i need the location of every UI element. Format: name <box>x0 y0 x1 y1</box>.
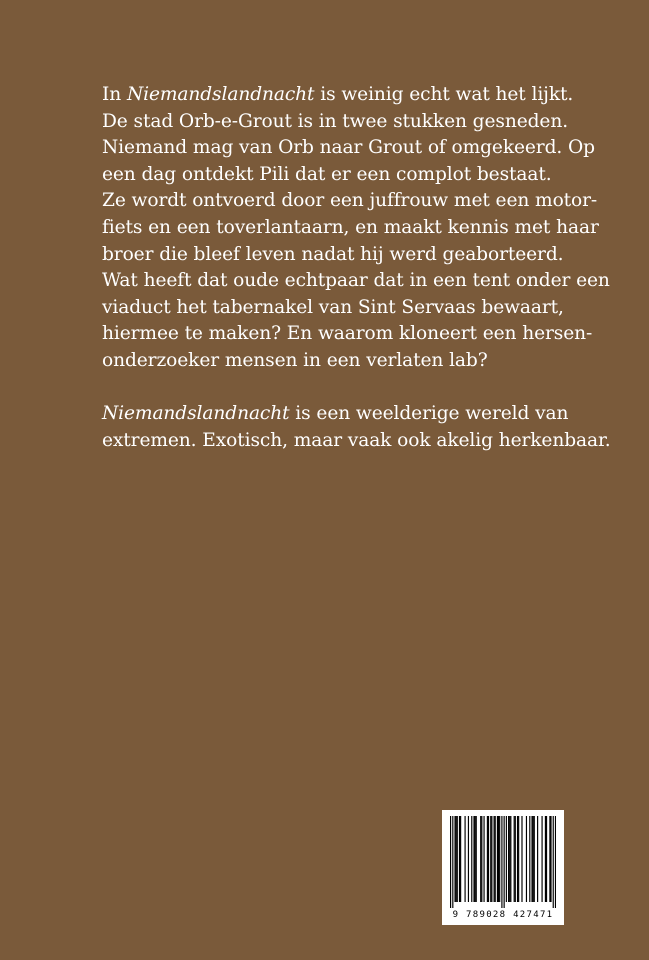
blurb-line: een dag ontdekt Pili dat er een complot bestaat. <box>102 163 552 185</box>
barcode-bar <box>533 816 534 902</box>
barcode-bar <box>475 816 476 902</box>
barcode-bar <box>553 816 554 908</box>
blurb-line: viaduct het tabernakel van Sint Servaas bewaart, <box>102 296 564 318</box>
blurb-line: Ze wordt ontvoerd door een juffrouw met een motor- <box>102 190 598 212</box>
blurb-paragraph-2 <box>102 401 611 454</box>
barcode-bar <box>494 816 495 902</box>
blurb-line: fiets en een toverlantaarn, en maakt kennis met haar <box>102 216 599 238</box>
barcode-bar <box>468 816 469 902</box>
blurb-line: extremen. Exotisch, maar vaak ook akelig herkenbaar. <box>102 429 611 451</box>
blurb-line: onderzoeker mensen in een verlaten lab? <box>102 349 488 371</box>
barcode-bar <box>537 816 538 902</box>
blurb-line: In Niemandslandnacht is weinig echt wat het lijkt. <box>102 84 574 105</box>
barcode-bar <box>501 816 502 908</box>
barcode-bar <box>504 816 505 908</box>
barcode-bar <box>487 816 488 902</box>
barcode-bars-icon <box>450 816 556 908</box>
barcode-bar <box>526 816 527 902</box>
barcode-bar <box>480 816 481 902</box>
barcode-bar <box>518 816 519 902</box>
blurb-line: broer die bleef leven nadat hij werd geaborteerd. <box>102 243 564 265</box>
book-title-italic: Niemandslandnacht <box>102 403 290 425</box>
blurb-line: Niemandslandnacht is een weelderige wereld van <box>102 403 569 425</box>
barcode-bar <box>498 816 499 902</box>
barcode-bar <box>460 816 461 902</box>
blurb-line: Niemand mag van Orb naar Grout of omgekeerd. Op <box>102 137 595 159</box>
barcode-bar <box>456 816 457 902</box>
barcode-bar <box>517 816 518 902</box>
barcode-bar <box>459 816 460 902</box>
blurb-line: Wat heeft dat oude echtpaar dat in een tent onder een <box>102 270 610 292</box>
barcode-bar <box>488 816 489 902</box>
barcode-bar <box>509 816 510 902</box>
barcode-bar <box>450 816 451 908</box>
barcode-bar <box>483 816 484 902</box>
barcode-bar <box>529 816 530 902</box>
barcode-bar <box>495 816 496 902</box>
barcode-bar <box>497 816 498 902</box>
barcode-bar <box>476 816 477 902</box>
barcode-bar <box>457 816 458 902</box>
barcode-bar <box>454 816 455 902</box>
barcode-bar <box>545 816 546 902</box>
barcode-bar <box>550 816 551 902</box>
barcode-bar <box>546 816 547 902</box>
blurb-line: De stad Orb-e-Grout is in twee stukken gesneden. <box>102 110 568 132</box>
barcode-bar <box>521 816 522 902</box>
barcode-bar <box>481 816 482 902</box>
barcode-bar <box>499 816 500 902</box>
barcode-bar <box>531 816 532 902</box>
isbn-barcode <box>442 810 564 925</box>
barcode-bar <box>490 816 491 902</box>
barcode-bar <box>541 816 542 902</box>
barcode-bar <box>471 816 472 902</box>
barcode-bar <box>506 816 507 902</box>
barcode-bar <box>473 816 474 902</box>
barcode-bar <box>508 816 509 902</box>
barcode-bar <box>555 816 556 908</box>
blurb-paragraph-1 <box>102 82 610 375</box>
barcode-bar <box>549 816 550 902</box>
barcode-bar <box>491 816 492 902</box>
barcode-bar <box>534 816 535 902</box>
barcode-bar <box>514 816 515 902</box>
barcode-bar <box>515 816 516 902</box>
barcode-bar <box>465 816 466 902</box>
book-title-italic: Niemandslandnacht <box>126 84 315 105</box>
back-cover-blurb <box>102 82 611 454</box>
blurb-line: hiermee te maken? En waarom kloneert een hersen- <box>102 323 593 345</box>
barcode-bar <box>510 816 511 902</box>
barcode-bar <box>452 816 453 908</box>
isbn-number: 9 789028 427471 <box>452 910 554 920</box>
